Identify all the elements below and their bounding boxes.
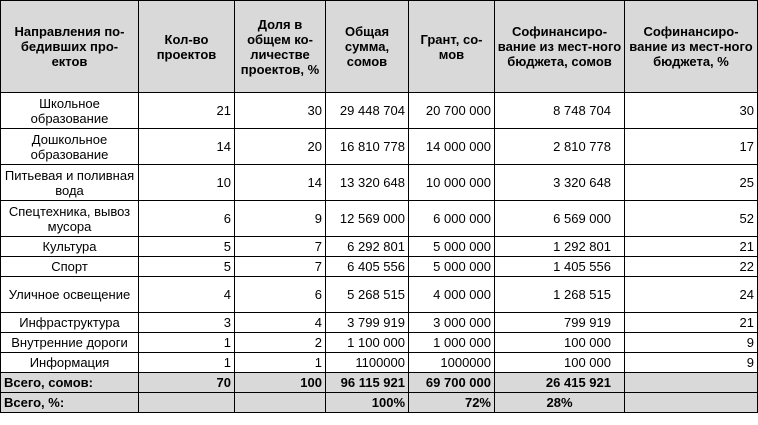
row-cofin-value: 799 919 — [564, 315, 611, 330]
row-cofin-value: 8 748 704 — [553, 103, 611, 118]
row-cofin-pct: 21 — [625, 313, 758, 333]
row-count: 3 — [139, 313, 235, 333]
table-row — [1, 93, 758, 129]
row-share: 6 — [235, 277, 326, 313]
totals-cofin-pct — [625, 373, 758, 393]
percent-total: 100% — [326, 393, 409, 413]
table-row — [1, 129, 758, 165]
row-share: 30 — [235, 93, 326, 129]
row-count: 10 — [139, 165, 235, 201]
row-cofin-value: 3 320 648 — [553, 175, 611, 190]
row-cofin-value: 1 292 801 — [553, 239, 611, 254]
row-cofin — [495, 201, 625, 237]
row-name: Школьное образование — [1, 93, 139, 129]
table-row — [1, 201, 758, 237]
row-cofin-pct: 9 — [625, 333, 758, 353]
header-count: Кол-во проектов — [139, 1, 235, 93]
row-count: 21 — [139, 93, 235, 129]
row-name: Информация — [1, 353, 139, 373]
row-grant: 6 000 000 — [409, 201, 495, 237]
row-cofin-pct: 52 — [625, 201, 758, 237]
row-name: Внутренние дороги — [1, 333, 139, 353]
row-cofin-pct: 9 — [625, 353, 758, 373]
header-grant: Грант, со-мов — [409, 1, 495, 93]
row-grant: 5 000 000 — [409, 257, 495, 277]
row-cofin-pct: 30 — [625, 93, 758, 129]
row-total: 13 320 648 — [326, 165, 409, 201]
row-cofin — [495, 129, 625, 165]
row-cofin-value: 1 405 556 — [553, 259, 611, 274]
totals-row — [1, 373, 758, 393]
row-total: 1 100 000 — [326, 333, 409, 353]
row-cofin-value: 100 000 — [564, 355, 611, 370]
row-cofin — [495, 93, 625, 129]
row-count: 6 — [139, 201, 235, 237]
row-share: 2 — [235, 333, 326, 353]
row-cofin-pct: 21 — [625, 237, 758, 257]
row-total: 6 405 556 — [326, 257, 409, 277]
row-grant: 20 700 000 — [409, 93, 495, 129]
row-name: Культура — [1, 237, 139, 257]
row-cofin-value: 6 569 000 — [553, 211, 611, 226]
table-row — [1, 237, 758, 257]
totals-label: Всего, сомов: — [1, 373, 139, 393]
table-row — [1, 333, 758, 353]
table-row — [1, 277, 758, 313]
row-name: Уличное освещение — [1, 277, 139, 313]
row-name: Дошкольное образование — [1, 129, 139, 165]
header-row — [1, 1, 758, 93]
row-share: 14 — [235, 165, 326, 201]
row-grant: 1000000 — [409, 353, 495, 373]
table-row — [1, 257, 758, 277]
row-count: 1 — [139, 353, 235, 373]
totals-cofin-value: 26 415 921 — [545, 375, 611, 390]
percent-cofin-pct-empty — [625, 393, 758, 413]
row-total: 29 448 704 — [326, 93, 409, 129]
totals-cofin — [495, 373, 625, 393]
row-cofin — [495, 313, 625, 333]
row-share: 7 — [235, 257, 326, 277]
row-count: 14 — [139, 129, 235, 165]
row-total: 12 569 000 — [326, 201, 409, 237]
row-name: Спецтехника, вывоз мусора — [1, 201, 139, 237]
header-cofin-pct: Софинансиро-вание из мест-ного бюджета, % — [625, 1, 758, 93]
percent-share-empty — [235, 393, 326, 413]
row-share: 1 — [235, 353, 326, 373]
row-cofin-pct: 17 — [625, 129, 758, 165]
row-total: 1100000 — [326, 353, 409, 373]
percent-row — [1, 393, 758, 413]
totals-share: 100 — [235, 373, 326, 393]
percent-label: Всего, %: — [1, 393, 139, 413]
row-grant: 10 000 000 — [409, 165, 495, 201]
row-total: 3 799 919 — [326, 313, 409, 333]
row-grant: 14 000 000 — [409, 129, 495, 165]
row-cofin — [495, 277, 625, 313]
row-cofin — [495, 237, 625, 257]
row-share: 9 — [235, 201, 326, 237]
row-cofin — [495, 333, 625, 353]
row-cofin — [495, 165, 625, 201]
table-row — [1, 313, 758, 333]
row-count: 1 — [139, 333, 235, 353]
row-share: 20 — [235, 129, 326, 165]
totals-grant: 69 700 000 — [409, 373, 495, 393]
header-share: Доля в общем ко-личестве проектов, % — [235, 1, 326, 93]
row-count: 4 — [139, 277, 235, 313]
percent-grant: 72% — [409, 393, 495, 413]
row-grant: 5 000 000 — [409, 237, 495, 257]
row-name: Спорт — [1, 257, 139, 277]
table-row — [1, 353, 758, 373]
header-direction: Направления по-бедивших про-ектов — [1, 1, 139, 93]
row-grant: 1 000 000 — [409, 333, 495, 353]
totals-total: 96 115 921 — [326, 373, 409, 393]
row-cofin-value: 100 000 — [564, 335, 611, 350]
row-total: 16 810 778 — [326, 129, 409, 165]
percent-count-empty — [139, 393, 235, 413]
row-cofin-value: 2 810 778 — [553, 139, 611, 154]
row-cofin — [495, 257, 625, 277]
header-total: Общая сумма, сомов — [326, 1, 409, 93]
row-count: 5 — [139, 257, 235, 277]
row-name: Питьевая и поливная вода — [1, 165, 139, 201]
row-grant: 4 000 000 — [409, 277, 495, 313]
row-total: 5 268 515 — [326, 277, 409, 313]
row-cofin-value: 1 268 515 — [553, 287, 611, 302]
table-row — [1, 165, 758, 201]
row-cofin — [495, 353, 625, 373]
row-name: Инфраструктура — [1, 313, 139, 333]
row-share: 4 — [235, 313, 326, 333]
percent-cofin: 28% — [495, 393, 625, 413]
totals-count: 70 — [139, 373, 235, 393]
row-cofin-pct: 25 — [625, 165, 758, 201]
row-cofin-pct: 22 — [625, 257, 758, 277]
header-cofin: Софинансиро-вание из мест-ного бюджета, сомов — [495, 1, 625, 93]
row-cofin-pct: 24 — [625, 277, 758, 313]
row-grant: 3 000 000 — [409, 313, 495, 333]
row-total: 6 292 801 — [326, 237, 409, 257]
row-count: 5 — [139, 237, 235, 257]
row-share: 7 — [235, 237, 326, 257]
